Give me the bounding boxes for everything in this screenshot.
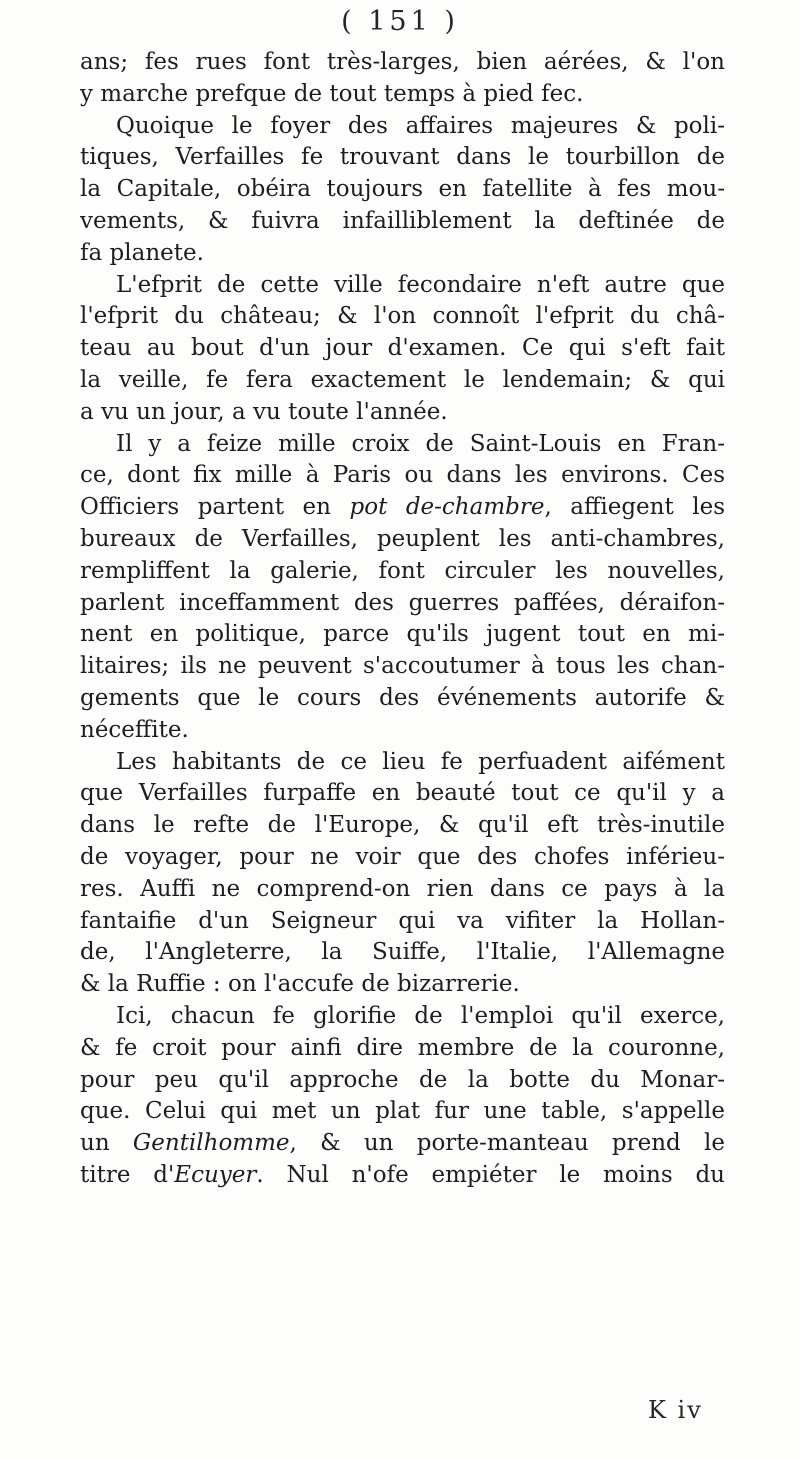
text-line: la Capitale, obéira toujours en fatellite à fes mou-	[80, 176, 725, 203]
text-line: a vu un jour, a vu toute l'année.	[80, 398, 448, 425]
text-line: & la Ruffie : on l'accufe de bizarrerie.	[80, 971, 520, 998]
signature-mark: K iv	[648, 1396, 703, 1424]
text-line: dans le refte de l'Europe, & qu'il eft très-inutile	[80, 812, 725, 839]
text-line: Quoique le foyer des affaires majeures & poli-	[116, 112, 725, 139]
text-line: tiques, Verfailles fe trouvant dans le tourbillon de	[80, 144, 725, 171]
text-line: res. Auffi ne comprend-on rien dans ce pays à la	[80, 875, 725, 902]
text-line: litaires; ils ne peuvent s'accoutumer à tous les chan-	[80, 653, 725, 680]
text-line: teau au bout d'un jour d'examen. Ce qui s'eft fait	[80, 335, 725, 362]
text-line: un Gentilhomme, & un porte-manteau prend le	[80, 1130, 725, 1157]
text-line: l'efprit du château; & l'on connoît l'efprit du châ-	[80, 303, 725, 330]
text-line: Il y a feize mille croix de Saint-Louis en Fran-	[116, 430, 725, 457]
text-line: bureaux de Verfailles, peuplent les anti-chambres,	[80, 525, 725, 552]
italic-phrase: Gentilhomme	[132, 1130, 290, 1157]
text-line: gements que le cours des événements autorife &	[80, 684, 725, 711]
text-line: que Verfailles furpaffe en beauté tout ce qu'il y a	[80, 780, 725, 807]
text-line: néceffite.	[80, 716, 189, 743]
text-line: & fe croit pour ainfi dire membre de la couronne,	[80, 1034, 725, 1061]
text-line: de voyager, pour ne voir que des chofes inférieu-	[80, 843, 725, 870]
body-text	[80, 47, 725, 1192]
text-line: vements, & fuivra infailliblement la deftinée de	[80, 207, 725, 234]
text-line: ans; fes rues font très-larges, bien aérées, & l'on	[80, 49, 725, 75]
text-line: de, l'Angleterre, la Suiffe, l'Italie, l'Allemagne	[80, 939, 725, 966]
text-line: Les habitants de ce lieu fe perfuadent aifément	[116, 748, 725, 775]
text-line: fa planete.	[80, 239, 204, 266]
text-line: parlent inceffamment des guerres paffées, déraifon-	[80, 589, 725, 616]
italic-phrase: Ecuyer	[174, 1161, 257, 1188]
text-line: Ici, chacun fe glorifie de l'emploi qu'il exerce,	[116, 1002, 725, 1029]
text-line: fantaifie d'un Seigneur qui va vifiter la Hollan-	[80, 907, 725, 934]
text-line: Officiers partent en pot de-chambre, affiegent les	[80, 494, 725, 521]
text-line: nent en politique, parce qu'ils jugent tout en mi-	[80, 621, 725, 648]
text-line: la veille, fe fera exactement le lendemain; & qui	[80, 366, 725, 393]
text-line: L'efprit de cette ville fecondaire n'eft autre que	[116, 271, 725, 298]
text-line: que. Celui qui met un plat fur une table, s'appelle	[80, 1098, 725, 1125]
text-line: rempliffent la galerie, font circuler les nouvelles,	[80, 557, 725, 584]
text-line: titre d'Ecuyer. Nul n'ofe empiéter le moins du	[80, 1161, 725, 1188]
text-line: y marche prefque de tout temps à pied fec.	[80, 80, 584, 107]
text-line: ce, dont fix mille à Paris ou dans les environs. Ces	[80, 462, 725, 489]
text-line: pour peu qu'il approche de la botte du Monar-	[80, 1066, 725, 1093]
italic-phrase: pot de-chambre	[349, 494, 545, 521]
page-number-header: ( 151 )	[341, 6, 459, 37]
